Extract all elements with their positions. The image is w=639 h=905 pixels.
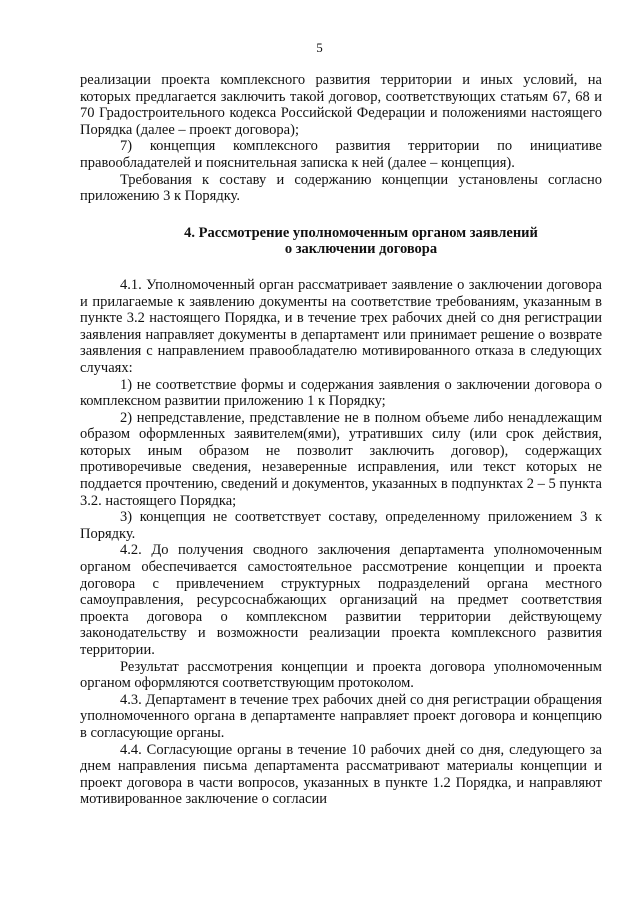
paragraph-continuation: реализации проекта комплексного развития территории и иных условий, на которых предлагается заключить такой договор, соответствующих статьям 67, 68 и 70 Градостроительного кодекса Российской Федерации и положениями настоящего Порядка (далее – проект договора); <box>80 72 602 138</box>
paragraph-result: Результат рассмотрения концепции и проекта договора уполномоченным органом оформляются соответствующим протоколом. <box>80 658 602 692</box>
document-body <box>80 72 602 808</box>
section-heading <box>80 225 602 258</box>
paragraph-case-2: 2) непредставление, представление не в полном объеме либо ненадлежащим образом оформленных заявителем(ями), утративших силу (или срок действия, которых иным образом не позволит заключить договор), содержащих противоречивые сведения, незаверенные исправления, или текст которых не поддается прочтению, сведений и документов, указанных в подпунктах 2 – 5 пункта 3.2. настоящего Порядка; <box>80 409 602 509</box>
paragraph-4-4: 4.4. Согласующие органы в течение 10 рабочих дней со дня, следующего за днем направления письма департамента рассматривают материалы концепции и проект договора в части вопросов, указанных в пункте 1.2 Порядка, и направляют мотивированное заключение о согласии <box>80 741 602 808</box>
paragraph-item-7: 7) концепция комплексного развития территории по инициативе правообладателей и пояснительная записка к ней (далее – концепция). <box>80 138 602 171</box>
paragraph-4-3: 4.3. Департамент в течение трех рабочих дней со дня регистрации обращения уполномоченного органа в департаменте направляет проект договора и концепцию в согласующие органы. <box>80 691 602 741</box>
paragraph-4-2: 4.2. До получения сводного заключения департамента уполномоченным органом обеспечивается самостоятельное рассмотрение концепции и проекта договора с привлечением структурных подразделений органа местного самоуправления, ресурсоснабжающих организаций на предмет соответствия проекта договора о комплексном развитии территории действующему законодательству и возможности реализации проекта комплексного развития территории. <box>80 542 602 658</box>
paragraph-requirements: Требования к составу и содержанию концепции установлены согласно приложению 3 к Порядку. <box>80 171 602 205</box>
page-number: 5 <box>316 40 323 55</box>
section-heading-line1: 4. Рассмотрение уполномоченным органом заявлений <box>184 224 538 241</box>
paragraph-4-1: 4.1. Уполномоченный орган рассматривает заявление о заключении договора и прилагаемые к заявлению документы на соответствие требованиям, указанным в пункте 3.2 настоящего Порядка, и в течение трех рабочих дней со дня регистрации заявления направляет документы в департамент или принимает решение о возврате заявления с направлением правообладателю мотивированного отказа в следующих случаях: <box>80 276 602 376</box>
section-heading-line2: о заключении договора <box>284 241 438 258</box>
paragraph-case-1: 1) не соответствие формы и содержания заявления о заключении договора о комплексном развитии приложению 1 к Порядку; <box>80 376 602 410</box>
paragraph-case-3: 3) концепция не соответствует составу, определенному приложением 3 к Порядку. <box>80 509 602 542</box>
